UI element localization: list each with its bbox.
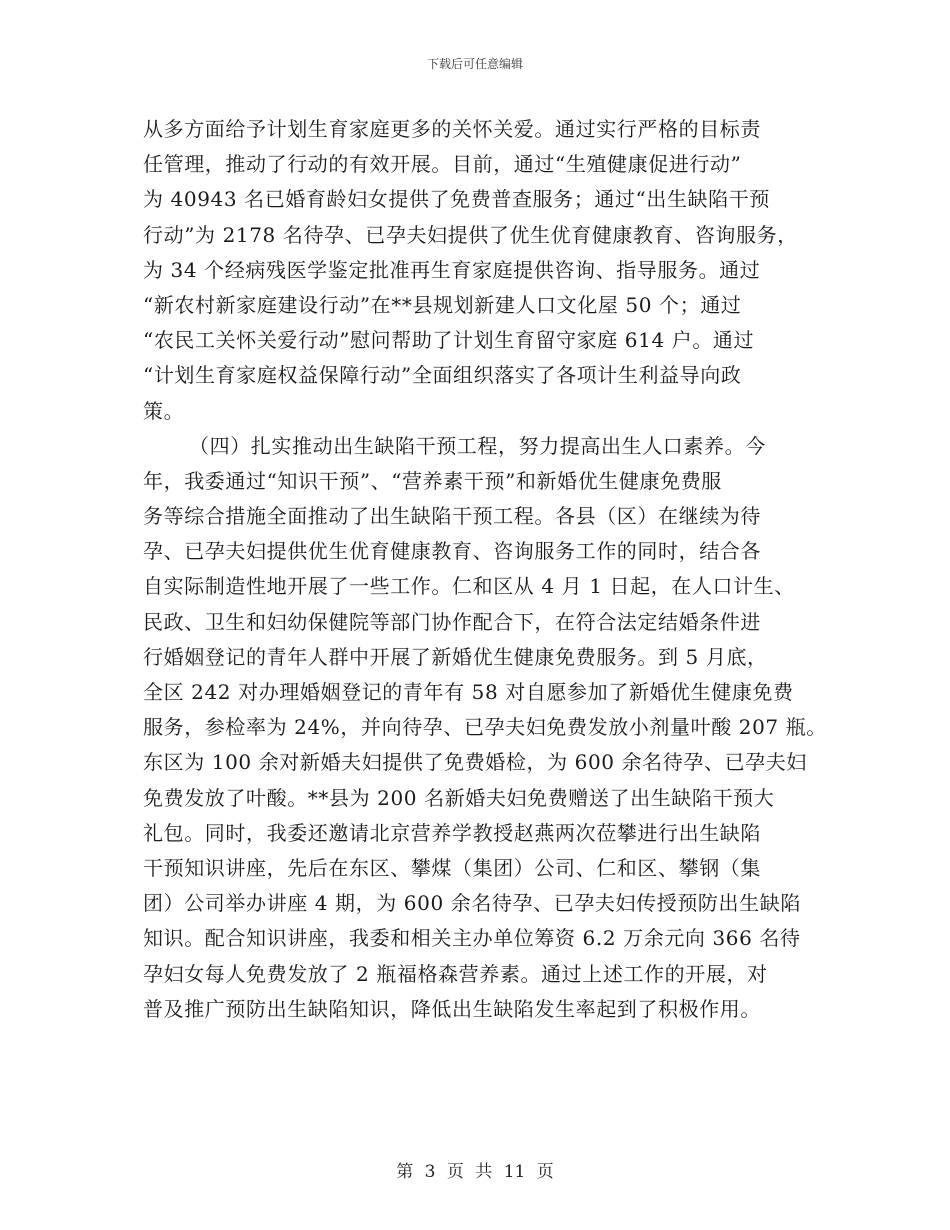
text-line: 服务，参检率为 24%，并向待孕、已孕夫妇免费发放小剂量叶酸 207 瓶。	[143, 715, 827, 740]
text-line: 民政、卫生和妇幼保健院等部门协作配合下，在符合法定结婚条件进	[143, 609, 761, 634]
text-line: 普及推广预防出生缺陷知识，降低出生缺陷发生率起到了积极作用。	[143, 996, 761, 1021]
text-line: 务等综合措施全面推动了出生缺陷干预工程。各县（区）在继续为待	[143, 504, 761, 529]
text-line: 自实际制造性地开展了一些工作。仁和区从 4 月 1 日起，在人口计生、	[143, 574, 795, 599]
text-line: 年，我委通过“知识干预”、“营养素干预”和新婚优生健康免费服	[143, 468, 722, 493]
text-line: “计划生育家庭权益保障行动”全面组织落实了各项计生利益导向政	[143, 363, 742, 388]
text-line: 从多方面给予计划生育家庭更多的关怀关爱。通过实行严格的目标责	[143, 117, 761, 141]
paragraph-1	[143, 112, 807, 429]
text-line: 知识。配合知识讲座，我委和相关主办单位筹资 6.2 万余元向 366 名待	[143, 926, 801, 951]
text-line: 免费发放了叶酸。**县为 200 名新婚夫妇免费赠送了出生缺陷干预大	[143, 785, 775, 810]
text-line: 为 40943 名已婚育龄妇女提供了免费普查服务；通过“出生缺陷干预	[143, 187, 770, 212]
text-line: 策。	[143, 398, 185, 423]
text-line: 孕妇女每人免费发放了 2 瓶福格森营养素。通过上述工作的开展，对	[143, 961, 768, 986]
text-line: 为 34 个经病残医学鉴定批准再生育家庭提供咨询、指导服务。通过	[143, 257, 761, 282]
text-line: 孕、已孕夫妇提供优生优育健康教育、咨询服务工作的同时，结合各	[143, 539, 761, 564]
text-line: 礼包。同时，我委还邀请北京营养学教授赵燕两次莅攀进行出生缺陷	[143, 820, 761, 845]
text-line: 团）公司举办讲座 4 期，为 600 余名待孕、已孕夫妇传授预防出生缺陷	[143, 891, 801, 916]
text-line: “新农村新家庭建设行动”在**县规划新建人口文化屋 50 个；通过	[143, 292, 742, 317]
text-line: 任管理，推动了行动的有效开展。目前，通过“生殖健康促进行动”	[143, 152, 742, 177]
document-body	[143, 112, 827, 1027]
text-line: 行动”为 2178 名待孕、已孕夫妇提供了优生优育健康教育、咨询服务，	[143, 222, 798, 247]
page-header: 下载后可任意编辑	[426, 57, 523, 71]
text-line: 干预知识讲座，先后在东区、攀煤（集团）公司、仁和区、攀钢（集	[143, 855, 761, 880]
page-number-footer: 第 3 页 共 11 页	[396, 1162, 554, 1182]
text-line-indented: （四）扎实推动出生缺陷干预工程，努力提高出生人口素养。今	[189, 433, 766, 458]
text-line: 东区为 100 余对新婚夫妇提供了免费婚检，为 600 余名待孕、已孕夫妇	[143, 750, 807, 775]
text-line: “农民工关怀关爱行动”慰问帮助了计划生育留守家庭 614 户。通过	[143, 328, 755, 353]
text-line: 行婚姻登记的青年人群中开展了新婚优生健康免费服务。到 5 月底，	[143, 644, 768, 669]
text-line: 全区 242 对办理婚姻登记的青年有 58 对自愿参加了新婚优生健康免费	[143, 680, 794, 704]
paragraph-2	[143, 429, 827, 1027]
